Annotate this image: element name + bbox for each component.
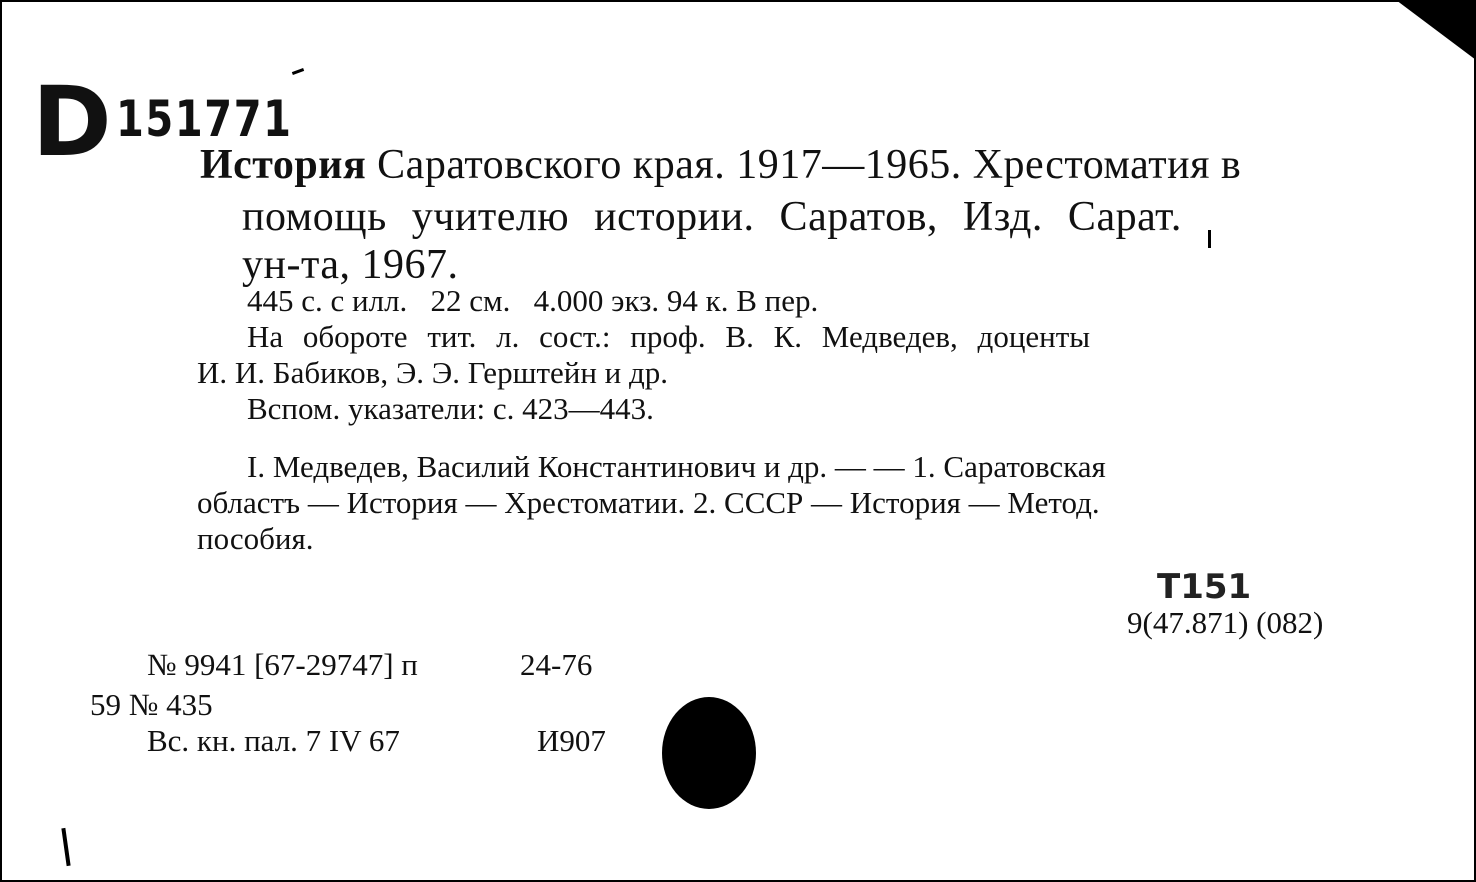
- tracing-line-2: областъ — История — Хрестоматии. 2. СССР — История — Метод.: [197, 485, 1100, 520]
- title-line-3: ун-та, 1967.: [242, 242, 459, 288]
- footer-line-3: Вс. кн. пал. 7 IV 67: [147, 723, 400, 758]
- footer-line-2: 59 № 435: [90, 687, 213, 722]
- handwritten-code: Т151: [1157, 567, 1252, 607]
- title-line-2: помощь учителю истории. Саратов, Изд. Сарат.: [242, 194, 1182, 240]
- title-main-word: История: [200, 142, 367, 188]
- classification-number: 9(47.871) (082): [1127, 605, 1324, 640]
- note-line-2: И. И. Бабиков, Э. Э. Герштейн и др.: [197, 355, 669, 390]
- note-line-1: На обороте тит. л. сост.: проф. В. К. Медведев, доценты: [247, 319, 1091, 354]
- punch-hole: [662, 697, 756, 809]
- footer-line-1-right: 24-76: [520, 647, 593, 682]
- physical-description: 445 с. с илл. 22 см. 4.000 экз. 94 к. В пер.: [247, 283, 819, 318]
- tracing-line-1: I. Медведев, Василий Константинович и др. — — 1. Саратовская: [247, 449, 1106, 484]
- edge-mark: [61, 828, 70, 866]
- footer-line-3-right: И907: [537, 723, 606, 758]
- accession-number: 151771: [116, 90, 293, 148]
- card-letter: D: [32, 66, 112, 178]
- stray-mark: [1208, 230, 1211, 248]
- pencil-mark: [292, 68, 304, 75]
- cut-corner: [1396, 0, 1476, 60]
- footer-line-1: № 9941 [67-29747] п: [147, 647, 418, 682]
- tracing-line-3: пособия.: [197, 521, 314, 556]
- note-line-3: Вспом. указатели: с. 423—443.: [247, 391, 654, 426]
- title-line-1-rest: Саратовского края. 1917—1965. Хрестоматия в: [377, 142, 1242, 188]
- title-line-1: [200, 142, 1241, 188]
